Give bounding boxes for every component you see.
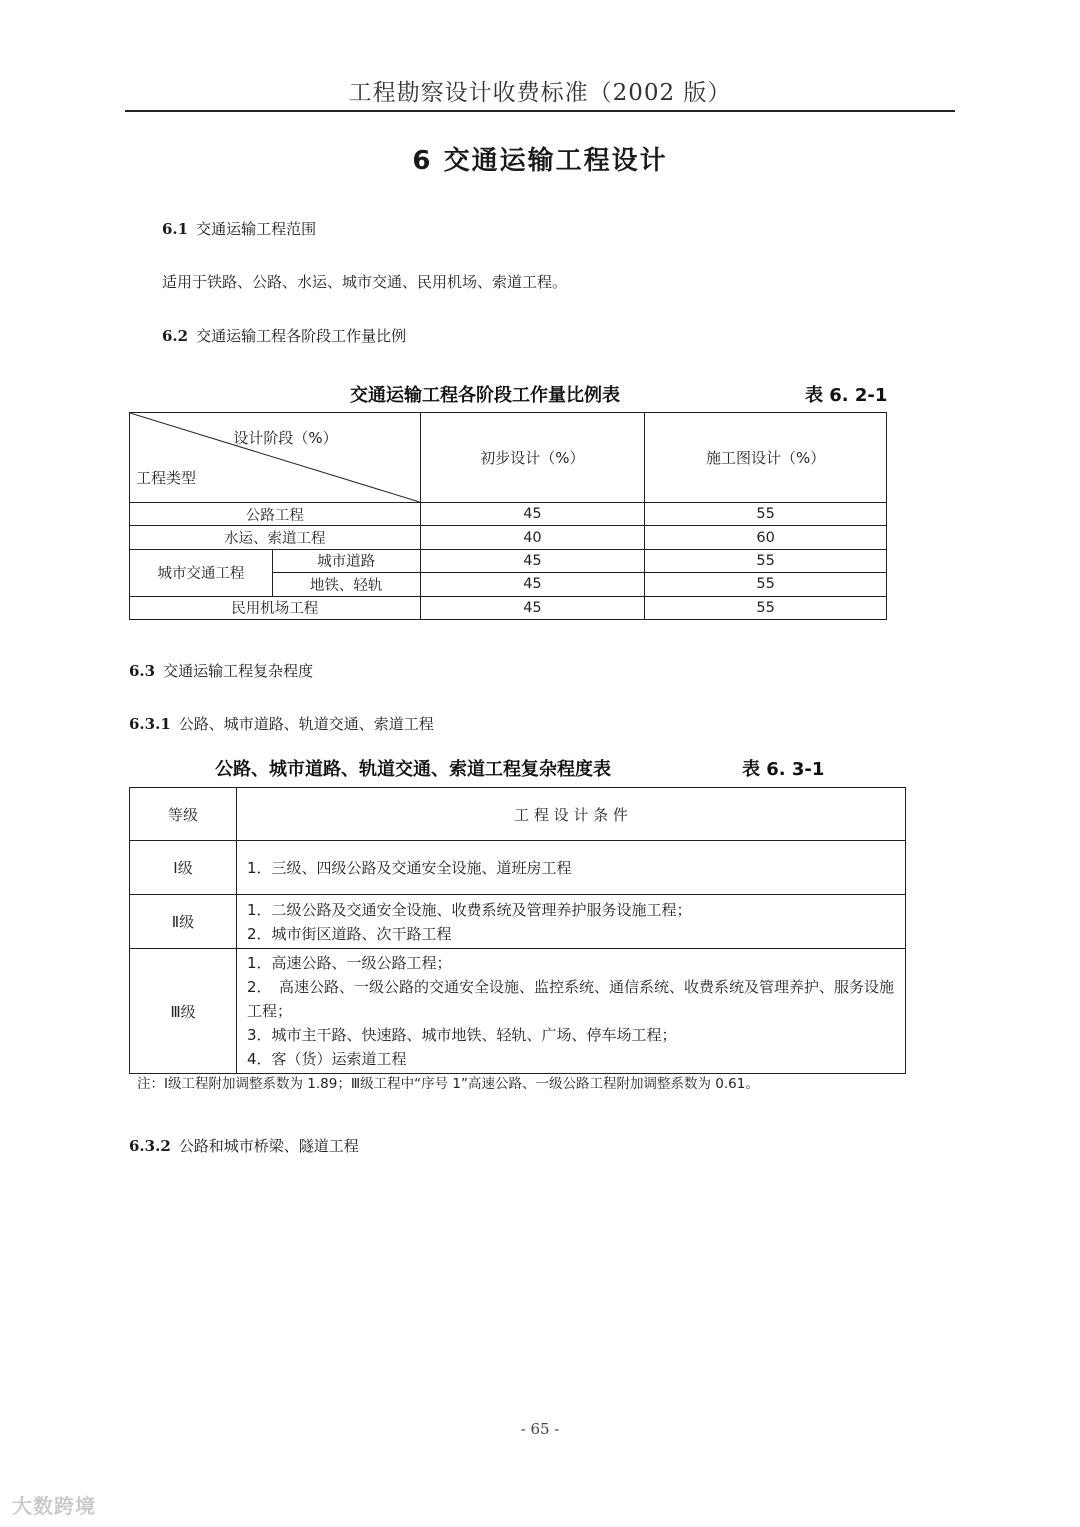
cell-value: 45 bbox=[420, 596, 645, 619]
diag-bottom-label: 工程类型 bbox=[136, 469, 197, 487]
section-number: 6.3.2 bbox=[129, 1137, 171, 1155]
header-rule bbox=[125, 110, 955, 112]
section-number: 6.3.1 bbox=[129, 715, 171, 733]
cell-value: 40 bbox=[420, 526, 645, 549]
cell-value: 45 bbox=[420, 549, 645, 572]
section-title: 交通运输工程各阶段工作量比例 bbox=[196, 327, 407, 345]
table-row bbox=[130, 949, 906, 1074]
section-title: 公路和城市桥梁、隧道工程 bbox=[178, 1137, 359, 1155]
section-number: 6.3 bbox=[129, 662, 156, 680]
table-row bbox=[130, 503, 887, 526]
section-heading-6-3-2 bbox=[129, 1135, 359, 1156]
complexity-table bbox=[129, 787, 906, 1074]
table1-caption: 交通运输工程各阶段工作量比例表 bbox=[350, 385, 620, 406]
chapter-title: 6 交通运输工程设计 bbox=[412, 146, 668, 176]
table1-tag: 表 6. 2-1 bbox=[805, 385, 888, 406]
watermark: 大数跨境 bbox=[12, 1494, 96, 1518]
cell-value: 55 bbox=[645, 503, 887, 526]
cell-value: 45 bbox=[420, 503, 645, 526]
grade-label: Ⅲ级 bbox=[130, 949, 237, 1074]
table-row bbox=[130, 841, 906, 895]
col-header-conditions: 工 程 设 计 条 件 bbox=[237, 788, 906, 841]
cell-value: 55 bbox=[645, 596, 887, 619]
table-row bbox=[130, 596, 887, 619]
grade-label: Ⅱ级 bbox=[130, 895, 237, 949]
table2-note: 注：Ⅰ级工程附加调整系数为 1.89；Ⅲ级工程中“序号 1”高速公路、一级公路工程附加调整系数为 0.61。 bbox=[137, 1076, 759, 1092]
row-label: 城市道路 bbox=[272, 549, 420, 572]
col-header-preliminary: 初步设计（%） bbox=[420, 413, 645, 503]
condition-line: 2．城市街区道路、次干路工程 bbox=[247, 924, 452, 943]
section-number: 6.2 bbox=[162, 327, 189, 345]
section-number: 6.1 bbox=[162, 220, 189, 238]
section-heading-6-3-1 bbox=[129, 713, 434, 734]
conditions-cell bbox=[237, 895, 906, 949]
conditions-cell bbox=[237, 841, 906, 895]
diagonal-header-cell bbox=[130, 413, 421, 503]
section-title: 交通运输工程范围 bbox=[196, 220, 317, 238]
condition-line: 3．城市主干路、快速路、城市地铁、轻轨、广场、停车场工程； bbox=[247, 1026, 677, 1044]
condition-line: 1．三级、四级公路及交通安全设施、道班房工程 bbox=[247, 858, 572, 877]
section-title: 公路、城市道路、轨道交通、索道工程 bbox=[178, 715, 434, 733]
table-row bbox=[130, 549, 887, 572]
cell-value: 55 bbox=[645, 549, 887, 572]
condition-line: 2． 高速公路、一级公路的交通安全设施、监控系统、通信系统、收费系统及管理养护、服务设施工程； bbox=[247, 978, 895, 1020]
row-label: 民用机场工程 bbox=[130, 596, 421, 619]
section-title: 交通运输工程复杂程度 bbox=[163, 662, 314, 680]
row-label: 地铁、轻轨 bbox=[272, 573, 420, 596]
table-row bbox=[130, 526, 887, 549]
section-body-6-1: 适用于铁路、公路、水运、城市交通、民用机场、索道工程。 bbox=[162, 273, 568, 291]
page-number: - 65 - bbox=[520, 1420, 560, 1438]
col-header-construction: 施工图设计（%） bbox=[645, 413, 887, 503]
section-heading-6-1 bbox=[162, 218, 316, 239]
diag-top-label: 设计阶段（%） bbox=[233, 429, 338, 447]
conditions-cell bbox=[237, 949, 906, 1074]
table-row bbox=[130, 895, 906, 949]
cell-value: 55 bbox=[645, 573, 887, 596]
workload-ratio-table bbox=[129, 412, 887, 620]
grade-label: Ⅰ级 bbox=[130, 841, 237, 895]
section-heading-6-3 bbox=[129, 660, 313, 681]
condition-line: 1．二级公路及交通安全设施、收费系统及管理养护服务设施工程； bbox=[247, 900, 692, 919]
table2-tag: 表 6. 3-1 bbox=[742, 759, 825, 780]
condition-line: 4．客（货）运索道工程 bbox=[247, 1050, 407, 1068]
cell-value: 60 bbox=[645, 526, 887, 549]
row-label: 公路工程 bbox=[130, 503, 421, 526]
cell-value: 45 bbox=[420, 573, 645, 596]
row-group-label: 城市交通工程 bbox=[130, 549, 273, 596]
section-heading-6-2 bbox=[162, 325, 406, 346]
row-label: 水运、索道工程 bbox=[130, 526, 421, 549]
running-header: 工程勘察设计收费标准（2002 版） bbox=[348, 80, 732, 106]
col-header-grade: 等级 bbox=[130, 788, 237, 841]
table2-caption: 公路、城市道路、轨道交通、索道工程复杂程度表 bbox=[215, 759, 611, 780]
condition-line: 1．高速公路、一级公路工程； bbox=[247, 954, 452, 972]
